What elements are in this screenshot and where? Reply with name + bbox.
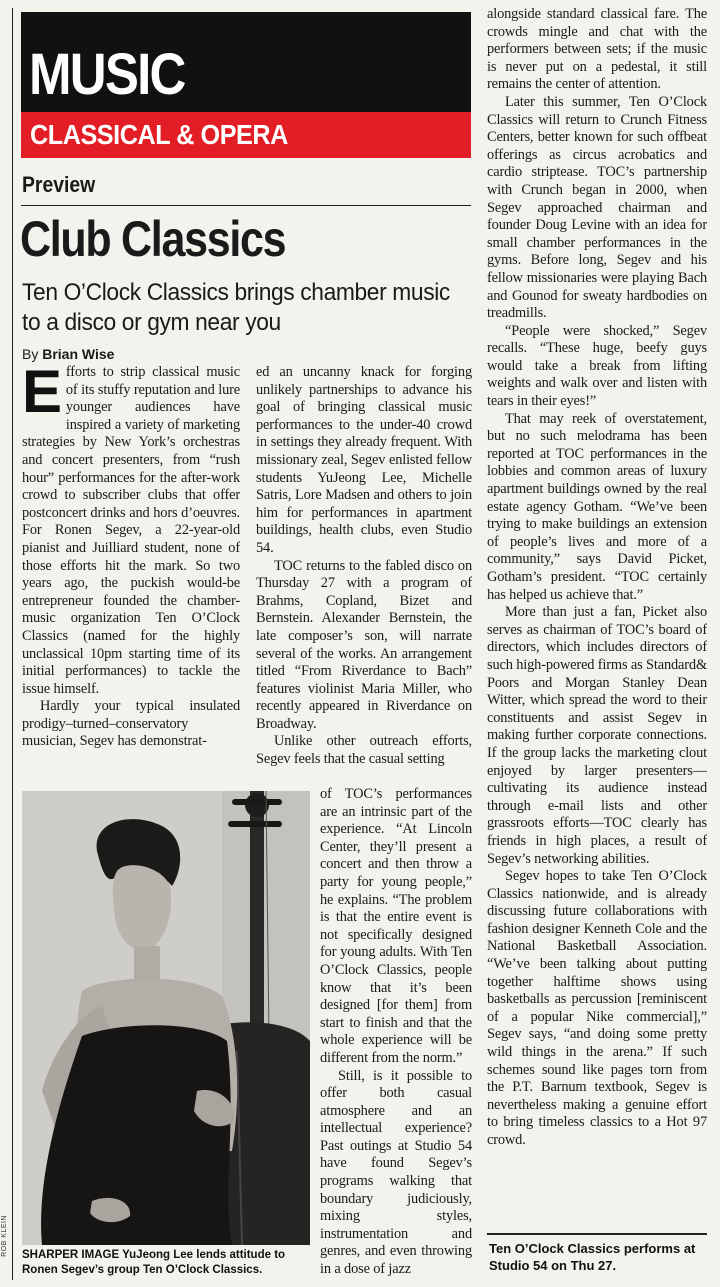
byline-author: Brian Wise xyxy=(42,346,115,362)
paragraph: alongside standard classical fare. The crowds mingle and chat with the performers between sets; if the music is never put on a pedestal, it still remains the center of attention. xyxy=(487,6,707,93)
body-column-1 xyxy=(22,364,240,786)
photo-credit: ROB KLEIN xyxy=(1,1215,8,1257)
caption-text: YuJeong Lee lends attitude to Ronen Segev’s group Ten O’Clock Classics. xyxy=(22,1249,286,1276)
subsection-banner xyxy=(21,112,471,158)
body-column-2-continued xyxy=(320,786,472,1286)
paragraph: Still, is it possible to offer both casual atmosphere and an intellectual experience? Past outings at Studio 54 have found Segev’s programs walking that boundary judiciously, mixing styles, instrumentation and genres, and even throwing in a dose of jazz xyxy=(320,1067,472,1278)
event-info-box: Ten O’Clock Classics performs at Studio 54 on Thu 27. xyxy=(489,1241,696,1273)
paragraph: That may reek of overstatement, but no such melodrama has been reported at TOC performances in the lobbies and common areas of luxury apartment buildings owned by the real estate agency Gotham. “We’ve been trying to make buildings an extension of people’s lives and more of a community,” says David Picket, Gotham’s president. “TOC certainly has helped us achieve that.” xyxy=(487,410,707,603)
paragraph: of TOC’s performances are an intrinsic part of the experience. “At Lincoln Center, they’ll present a concert and then throw a party for young people,” he explains. “The problem is that the entire event is not specifically designed for young adults. With Ten O’Clock Classics, people know that it’s been designed [for them] from start to finish and that the whole experience will be different from the norm.” xyxy=(320,786,472,1066)
kicker: Preview xyxy=(22,172,96,197)
caption-lead: SHARPER IMAGE xyxy=(22,1249,120,1261)
paragraph: Hardly your typical insulated prodigy–turned–conservatory musician, Segev has demonstrat- xyxy=(22,698,240,750)
paragraph: TOC returns to the fabled disco on Thursday 27 with a program of Brahms, Copland, Bizet and Bernstein. Alexander Bernstein, the late composer’s son, will narrate several of the works. An arrangement titled “From Riverdance to Bach” features violinist Maria Miller, who recently appeared in Riverdance on Broadway. xyxy=(256,557,472,732)
body-column-2 xyxy=(256,364,472,786)
sidebox-rule xyxy=(487,1233,707,1235)
paragraph: Segev hopes to take Ten O’Clock Classics nationwide, and is already discussing future collaborations with fashion designer Kenneth Cole and the National Basketball Association. “We’ve been talking about putting together halftime shows using basketballs as percussion [reminiscent of a popular Nike commercial],” Segev says, “and doing some pretty wild things in the arena.” If such schemes sound like pages torn from the P.T. Barnum textbook, Segev is nevertheless making a genuine effort to bring timeless classics to a Hot 97 crowd. xyxy=(487,868,707,1148)
left-column-rule xyxy=(12,8,13,1280)
section-title: MUSIC xyxy=(29,42,185,107)
body-column-3 xyxy=(487,6,707,1232)
subsection-title: CLASSICAL & OPERA xyxy=(30,119,288,150)
deck: Ten O’Clock Classics brings chamber music to a disco or gym near you xyxy=(22,279,450,336)
kicker-rule xyxy=(21,205,471,206)
paragraph: ed an uncanny knack for forging unlikely partnerships to advance his goal of bringing classical music performances to the under-40 crowd in settings they already frequent. With missionary zeal, Segev enlisted fellow students YuJeong Lee, Michelle Satris, Lore Madsen and others to join him for performances in apartment buildings, health clubs, even Studio 54. xyxy=(256,364,472,556)
photo-caption xyxy=(22,1248,314,1278)
paragraph: Unlike other outreach efforts, Segev feels that the casual setting xyxy=(256,733,472,768)
article-photo xyxy=(22,791,310,1245)
byline xyxy=(22,346,114,362)
paragraph: “People were shocked,” Segev recalls. “These huge, beefy guys would take a break from lifting weights and walk over and listen with tears in their eyes!” xyxy=(487,322,707,410)
byline-prefix: By xyxy=(22,346,43,362)
paragraph: Later this summer, Ten O’Clock Classics will return to Crunch Fitness Centers, better known for such offbeat offerings as circus acrobatics and cardio striptease. TOC’s partnership with Crunch began in 2000, when Segev approached chairman and founder Doug Levine with an idea for small chamber performances in the gyms. Before long, Segev and his fellow missionaries were playing Bach and Gounod for sweaty hardbodies on treadmills. xyxy=(487,93,707,322)
paragraph: Efforts to strip classical music of its stuffy reputation and lure younger audiences have inspired a variety of marketing strategies by New York’s orchestras and concert presenters, from “rush hour” performances for the after-work crowd to subscriber clubs that offer postconcert drinks and hors d’oeuvres. For Ronen Segev, a 22-year-old pianist and Juilliard student, none of those efforts hit the mark. So two years ago, the puckish would-be entrepreneur founded the chamber-music organization Ten O’Clock Classics (named for the highly unclassical 10pm starting time of its initial performances) to tackle the issue himself. xyxy=(22,364,240,697)
headline: Club Classics xyxy=(20,211,286,267)
drop-cap: E xyxy=(22,364,62,425)
section-banner xyxy=(21,12,471,112)
paragraph: More than just a fan, Picket also serves as chairman of TOC’s board of directors, which includes directors of such high-powered firms as Standard& Poors and Morgan Stanley Dean Witter, which spread the word to their constituents and assist Segev in making further corporate connections. If the group lacks the marketing clout enjoyed by larger presenters—cultivating its audience instead through e-mail lists and other grassroots efforts—TOC clearly has friends in high places, a result of Segev’s networking abilities. xyxy=(487,604,707,867)
cellist-illustration xyxy=(22,791,310,1245)
